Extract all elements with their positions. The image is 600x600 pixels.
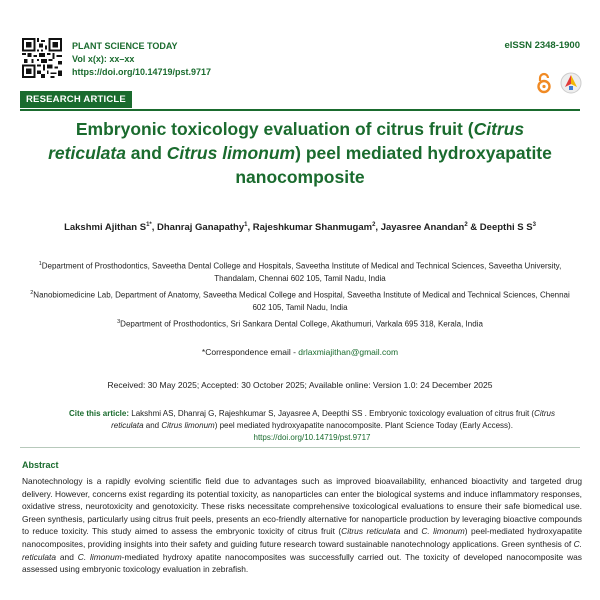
check-updates-icon[interactable] [560,72,582,94]
title-species-2: Citrus limonum [166,143,296,163]
affiliation-1: $^1$Department of Prosthodontics, Saveetha Dental College and Hospitals, Saveetha Institute of Medical and Technical Sciences, Saveetha University, Thandalam, Chennai 602 105, Tamil Nadu, India [38,261,562,283]
journal-volume: Vol x(x): xx–xx [72,54,135,64]
title-species-1: Citrus reticulata [48,119,525,163]
author-list: Lakshmi Ajithan $S^{1*}$, Dhanraj Ganapathy$^1$, Rajeshkumar Shanmugam$^2$, Jayasree Anandan$^2$ & Deepthi S $S^3$ [64,222,536,234]
article-title: Embryonic toxicology evaluation of citrus fruit (Citrus reticulata and Citrus limonum) peel mediated hydroxyapatite nanocomposite [48,119,552,187]
author-name: Lakshmi Ajithan S [64,222,147,234]
header-divider [20,109,580,111]
affiliation-3: $^3$Department of Prosthodontics, Sri Sankara Dental College, Akathumuri, Varkala 695 318, Kerala, India [117,319,483,329]
journal-name: PLANT SCIENCE TODAY [72,41,178,51]
correspondence: *Correspondence email - drlaxmiajithan@gmail.com [201,347,399,357]
abstract-heading: Abstract [22,460,59,470]
eissn: eISSN 2348-1900 [504,40,580,51]
open-access-icon[interactable] [536,72,552,94]
citation-label: Cite this article: [69,409,130,418]
journal-doi-link[interactable]: https://doi.org/10.14719/pst.9717 [72,67,212,77]
correspondence-email-link[interactable]: drlaxmiajithan@gmail.com [298,347,399,357]
author-name: Jayasree Anandan [380,222,465,234]
affiliation-2: $^2$Nanobiomedicine Lab, Department of Anatomy, Saveetha Medical College and Hospital, Saveetha Institute of Medical and Technical Sciences, Chennai 602 105, Tamil Nadu, India [30,290,570,312]
author-name: Deepthi S S [479,222,533,234]
abstract-text: Nanotechnology is a rapidly evolving scientific field due to advantages such as improved bioavailability, enhanced bioactivity and targeted drug delivery. However, concerns exist regarding its potential toxicity, as nanoparticles can enter the biological systems and induce inflammatory responses, oxidative stress, neurotoxicity and genotoxicity. These risks necessitate comprehensive toxicological evaluations to ensure their safe biomedical use. Green synthesis, particularly using citrus fruit peels, presents an eco-friendly alternative for nanoparticle production by leveraging bioactive compounds to reduce toxicity. This study aimed to assess the embryonic toxicity of citrus fruit (Citrus reticulata and C. limonum) peel-mediated hydroxyapatite nanocomposites, providing insights into their safety and guiding future research toward sustainable nanotechnology applications. Green synthesis of C. reticulata and C. limonum-mediated hydroxy apatite nanocomposites was successfully carried out. The toxicity of developed nanocomposite was assessed using embryonic toxicology evaluation in zebrafish. [22,476,582,575]
journal-header [72,40,211,79]
article-type-label: RESEARCH ARTICLE [20,91,132,108]
citation-block: Cite this article: Lakshmi AS, Dhanraj G, Rajeshkumar S, Jayasree A, Deepthi SS . Embryonic toxicology evaluation of citrus fruit (Citrus reticulata and Citrus limonum) peel mediated hydroxyapatite nanocomposite. Plant Science Today (Early Access). https://doi.org/10.14719/pst.9717 [69,409,555,442]
author-name: Dhanraj Ganapathy [157,222,245,234]
author-name: Rajeshkumar Shanmugam [252,222,373,234]
article-dates: Received: 30 May 2025; Accepted: 30 October 2025; Available online: Version 1.0: 24 December 2025 [107,380,493,390]
section-divider [20,447,580,448]
qr-code-icon [22,38,62,78]
citation-doi-link[interactable]: https://doi.org/10.14719/pst.9717 [253,433,371,442]
